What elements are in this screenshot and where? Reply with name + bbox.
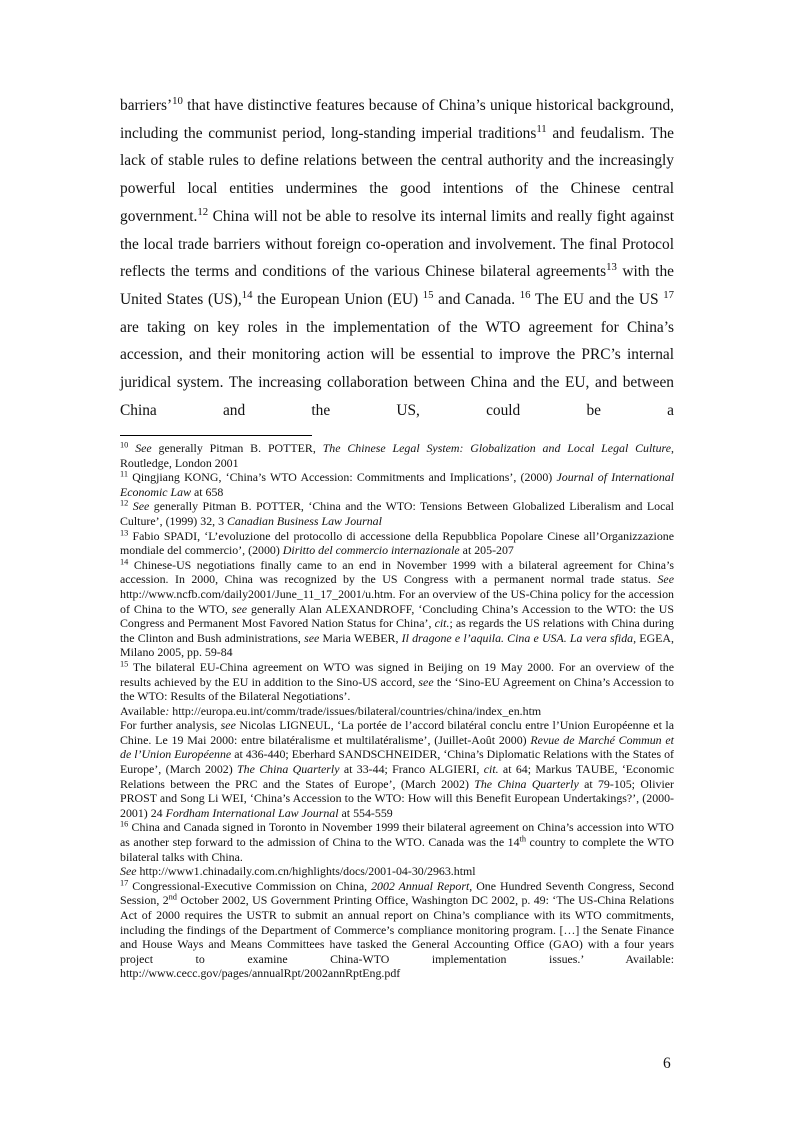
footnote-paragraph <box>120 864 674 879</box>
body-text-run: with the United States (US), <box>120 263 674 308</box>
footnote-text: , One Hundred Seventh Congress, Second Session, 2 <box>120 878 674 908</box>
body-text-run: barriers’ <box>120 97 173 114</box>
footnote-title: The Chinese Legal System: Globalization and Local Legal Culture <box>322 441 672 455</box>
footnote-title: Il dragone e l’aquila. Cina e USA. La vera sfida, <box>401 630 637 645</box>
footnote-text: at 64; Markus TAUBE, ‘Economic Relations between the PRC and the States of Europe’, (March 2002) <box>120 762 675 791</box>
footnote-text: at 79-105; Olivier PROST and Song Li WEI, ‘China’s Accession to the WTO: How will this Benefit European Undertakings?’, (2000-2001) 24 <box>120 776 674 820</box>
footnote-text: October 2002, US Government Printing Office, Washington DC 2002, p. 49: ‘The US-China Relations Act of 2000 requires the USTR to submit an annual report on China’s compliance with its WTO commitments, including the findings of the Department of Commerce’s compliance monitoring program. […] the Senate Finance and House Ways and Means Committees have tasked the General Accounting Office (GAO) with a four years project to examine China-WTO implementation issues.’ Available: http://www.cecc.gov/pages/annualRpt/2002annRptEng.pdf <box>120 893 674 981</box>
footnote-text: Maria WEBER, <box>319 630 402 645</box>
body-paragraph <box>120 92 674 424</box>
footnote-see: See <box>135 441 152 455</box>
footnote-journal: The China Quarterly <box>474 776 579 791</box>
footnote-number: 15 <box>120 659 129 669</box>
body-text-run: are taking on key roles in the implementation of the WTO agreement for China’s accession, and their monitoring action will be essential to improve the PRC’s internal juridical system. The increasing collaboration between China and the EU, and between China and the US, could be a <box>120 318 674 419</box>
footnote-see: see <box>231 601 248 616</box>
footnote-text: at 33-44; Franco ALGIERI, <box>339 762 484 777</box>
footnote-journal: Revue de Marché Commun et de l’Union Européenne <box>120 732 674 762</box>
footnote-see: See <box>120 864 137 879</box>
footnote-text: generally Alan ALEXANDROFF, ‘Concluding China’s Accession to the WTO: the US Congress and Permanent Most Favored Nation Status for China’, <box>120 601 674 631</box>
footnote-14 <box>120 558 674 660</box>
footnote-separator <box>120 435 312 436</box>
footnote-number: 16 <box>120 819 129 829</box>
footnote-cit: cit. <box>434 616 450 631</box>
footnote-text: Qingjiang KONG, ‘China’s WTO Accession: Commitments and Implications’, (2000) <box>128 470 557 485</box>
footnote-journal: Fordham International Law Journal <box>165 805 339 820</box>
footnote-text: Nicolas LIGNEUL, ‘La portée de l’accord bilatéral conclu entre l’Union Européenne et la Chine. Le 19 Mai 2000: entre bilatéralisme et multilatéralisme’, (Juillet-Août 2000) <box>120 718 674 747</box>
footnote-ref-15: 15 <box>422 289 434 301</box>
footnote-paragraph <box>120 820 674 864</box>
body-text-run: that have distinctive features because of China’s unique historical background, including the communist period, long-standing imperial traditions <box>120 97 674 142</box>
footnote-text: generally Pitman B. POTTER, ‘China and the WTO: Tensions Between Globalized Liberalism and Local Culture’, (1999) 32, 3 <box>120 499 674 528</box>
footnote-paragraph <box>120 704 674 719</box>
footnote-see: see <box>220 718 236 733</box>
footnote-number: 13 <box>120 527 129 537</box>
footnote-available-label: Available <box>120 703 166 718</box>
footnote-journal: Journal of International Economic Law <box>120 470 675 499</box>
footnote-ref-16: 16 <box>519 289 531 301</box>
ordinal-suffix: nd <box>168 892 177 902</box>
footnote-text: the ‘Sino-EU Agreement on China’s Accession to the WTO: Results of the Bilateral Negotiations’. <box>120 674 674 704</box>
footnote-text: Chinese-US negotiations finally came to an end in November 1999 with a bilateral agreement for China’s accession. In 2000, China was recognized by the US Congress with a permanent normal trade status. <box>120 557 674 587</box>
footnote-ref-14: 14 <box>241 289 253 301</box>
footnote-text: at 205-207 <box>459 543 514 558</box>
body-text-run: the European Union (EU) <box>252 290 423 308</box>
footnote-title: 2002 Annual Report <box>371 878 470 893</box>
footnote-paragraph <box>120 718 674 820</box>
page-number: 6 <box>663 1055 671 1072</box>
footnote-cit: cit. <box>483 762 499 777</box>
footnote-text: http://www.ncfb.com/daily2001/June_11_17_2001/u.htm. For an overview of the US-China policy for the accession of China to the WTO, <box>120 586 674 616</box>
footnote-journal: The China Quarterly <box>237 762 340 777</box>
footnote-text: , Routledge, London 2001 <box>120 441 674 470</box>
body-text-run: and feudalism. The lack of stable rules to define relations between the central authority and the increasingly powerful local entities undermines the good intentions of the Chinese central government. <box>120 124 674 225</box>
footnote-ref-17: 17 <box>663 289 674 301</box>
footnote-number: 10 <box>120 440 129 450</box>
footnote-see: See <box>657 572 674 587</box>
footnote-15 <box>120 660 674 821</box>
footnote-number: 17 <box>120 878 129 888</box>
footnote-12 <box>120 499 674 528</box>
footnote-11 <box>120 470 674 499</box>
footnote-see: see <box>304 630 320 645</box>
footnote-text: generally Pitman B. POTTER, <box>151 441 323 455</box>
footnote-text: For further analysis, <box>120 718 221 733</box>
footnote-ref-12: 12 <box>197 205 209 218</box>
footnote-ref-13: 13 <box>606 261 617 274</box>
footnote-journal: Diritto del commercio internazionale <box>282 543 460 558</box>
footnote-16 <box>120 820 674 878</box>
footnote-journal: Canadian Business Law Journal <box>227 513 382 528</box>
footnote-see: See <box>132 499 150 514</box>
body-text-run: and Canada. <box>433 290 520 308</box>
footnote-text: country to complete the WTO bilateral talks with China. <box>120 835 674 864</box>
footnote-url: http://europa.eu.int/comm/trade/issues/bilateral/countries/china/index_en.htm <box>169 703 542 718</box>
footnote-13 <box>120 529 674 558</box>
footnote-see: see <box>418 674 434 689</box>
footnote-text: Congressional-Executive Commission on China, <box>128 878 372 893</box>
footnote-text: at 554-559 <box>338 805 393 820</box>
footnote-text: : <box>165 703 170 718</box>
footnote-ref-10: 10 <box>172 95 183 108</box>
footnote-text: ; as regards the US relations with China during the Clinton and Bush administrations, <box>120 616 675 645</box>
footnote-ref-11: 11 <box>536 122 547 135</box>
footnote-text: at 436-440; Eberhard SANDSCHNEIDER, ‘China’s Diplomatic Relations with the States of Europe’, (March 2002) <box>120 747 674 777</box>
footnote-number: 12 <box>120 498 129 508</box>
footnote-text: Fabio SPADI, ‘L’evoluzione del protocollo di accessione della Repubblica Popolare Cinese all’Organizzazione mondiale del commercio’, (2000) <box>120 528 674 558</box>
footnote-number: 14 <box>120 557 129 567</box>
footnote-url: http://www1.chinadaily.com.cn/highlights/docs/2001-04-30/2963.html <box>136 864 476 879</box>
footnotes <box>120 441 674 981</box>
body-text-run: China will not be able to resolve its internal limits and really fight against the local trade barriers without foreign co-operation and involvement. The final Protocol reflects the terms and conditions of the various Chinese bilateral agreements <box>120 207 674 281</box>
footnote-number: 11 <box>120 469 129 479</box>
footnote-text: at 658 <box>191 484 224 499</box>
footnote-text: EGEA, Milano 2005, pp. 59-84 <box>120 630 674 660</box>
footnote-paragraph <box>120 660 674 704</box>
footnote-10 <box>120 441 674 470</box>
body-text-run: The EU and the US <box>530 290 664 308</box>
ordinal-suffix: th <box>519 834 527 844</box>
footnote-text: China and Canada signed in Toronto in November 1999 their bilateral agreement on China’s accession into WTO as another step forward to the admission of China to the WTO. Canada was the 14 <box>120 820 674 850</box>
footnote-17 <box>120 879 674 981</box>
footnote-text: The bilateral EU-China agreement on WTO was signed in Beijing on 19 May 2000. For an overview of the results achieved by the EU in addition to the Sino-US accord, <box>120 659 674 689</box>
